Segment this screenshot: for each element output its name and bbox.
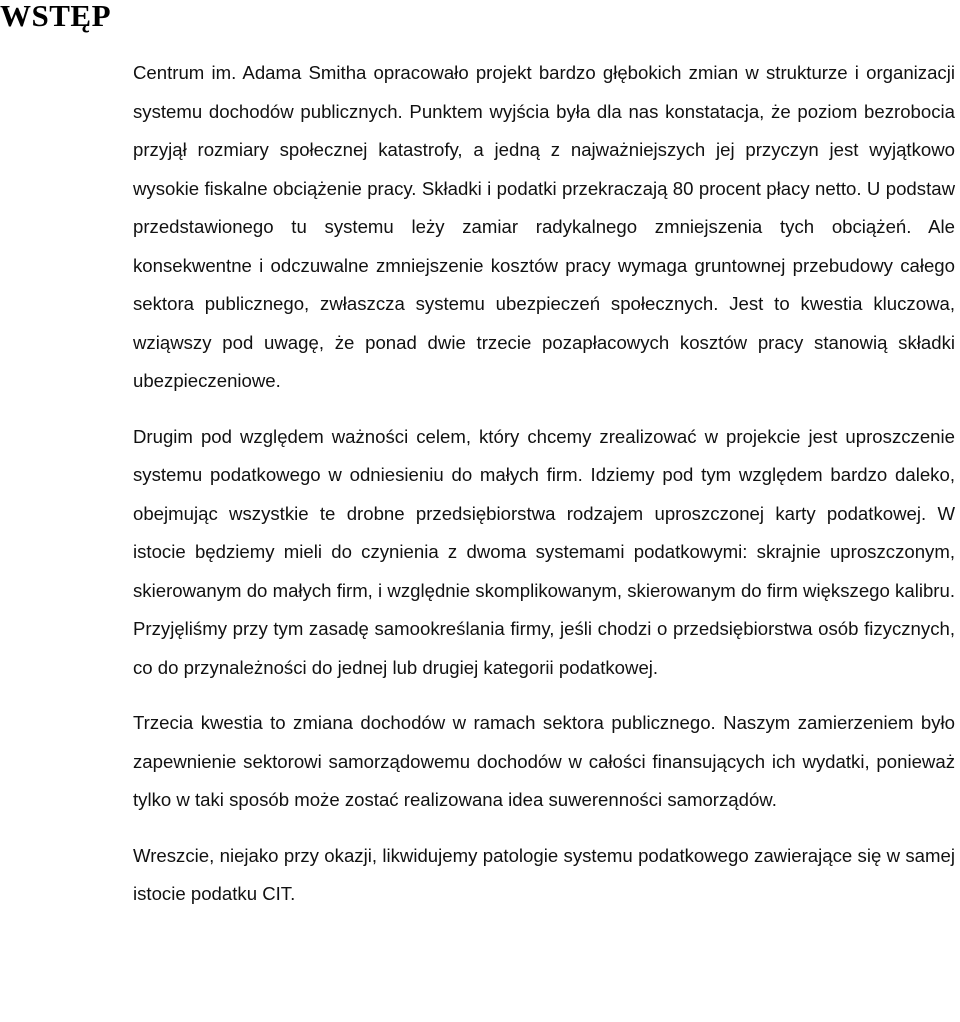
page-heading: WSTĘP: [0, 0, 112, 33]
paragraph-2: Drugim pod względem ważności celem, który chcemy zrealizować w projekcie jest uproszczenie systemu podatkowego w odniesieniu do małych firm. Idziemy pod tym względem bardzo daleko, obejmując wszystkie te drobne przedsiębiorstwa rodzajem uproszczonej karty podatkowej. W istocie będziemy mieli do czynienia z dwoma systemami podatkowymi: skrajnie uproszczonym, skierowanym do małych firm, i względnie skomplikowanym, skierowanym do firm większego kalibru. Przyjęliśmy przy tym zasadę samookreślania firmy, jeśli chodzi o przedsiębiorstwa osób fizycznych, co do przynależności do jednej lub drugiej kategorii podatkowej.: [133, 425, 955, 678]
paragraph-3: Trzecia kwestia to zmiana dochodów w ramach sektora publicznego. Naszym zamierzeniem było zapewnienie sektorowi samorządowemu dochodów w całości finansujących ich wydatki, ponieważ tylko w taki sposób może zostać realizowana idea suwerenności samorządów.: [133, 712, 955, 810]
document-body: [133, 54, 955, 931]
paragraph-1: Centrum im. Adama Smitha opracowało projekt bardzo głębokich zmian w strukturze i organizacji systemu dochodów publicznych. Punktem wyjścia była dla nas konstatacja, że poziom bezrobocia przyjął rozmiary społecznej katastrofy, a jedną z najważniejszych jej przyczyn jest wyjątkowo wysokie fiskalne obciążenie pracy. Składki i podatki przekraczają 80 procent płacy netto. U podstaw przedstawionego tu systemu leży zamiar radykalnego zmniejszenia tych obciążeń. Ale konsekwentne i odczuwalne zmniejszenie kosztów pracy wymaga gruntownej przebudowy całego sektora publicznego, zwłaszcza systemu ubezpieczeń społecznych. Jest to kwestia kluczowa, wziąwszy pod uwagę, że ponad dwie trzecie pozapłacowych kosztów pracy stanowią składki ubezpieczeniowe.: [133, 62, 955, 391]
paragraph-4: Wreszcie, niejako przy okazji, likwidujemy patologie systemu podatkowego zawierające się w samej istocie podatku CIT.: [133, 844, 955, 904]
